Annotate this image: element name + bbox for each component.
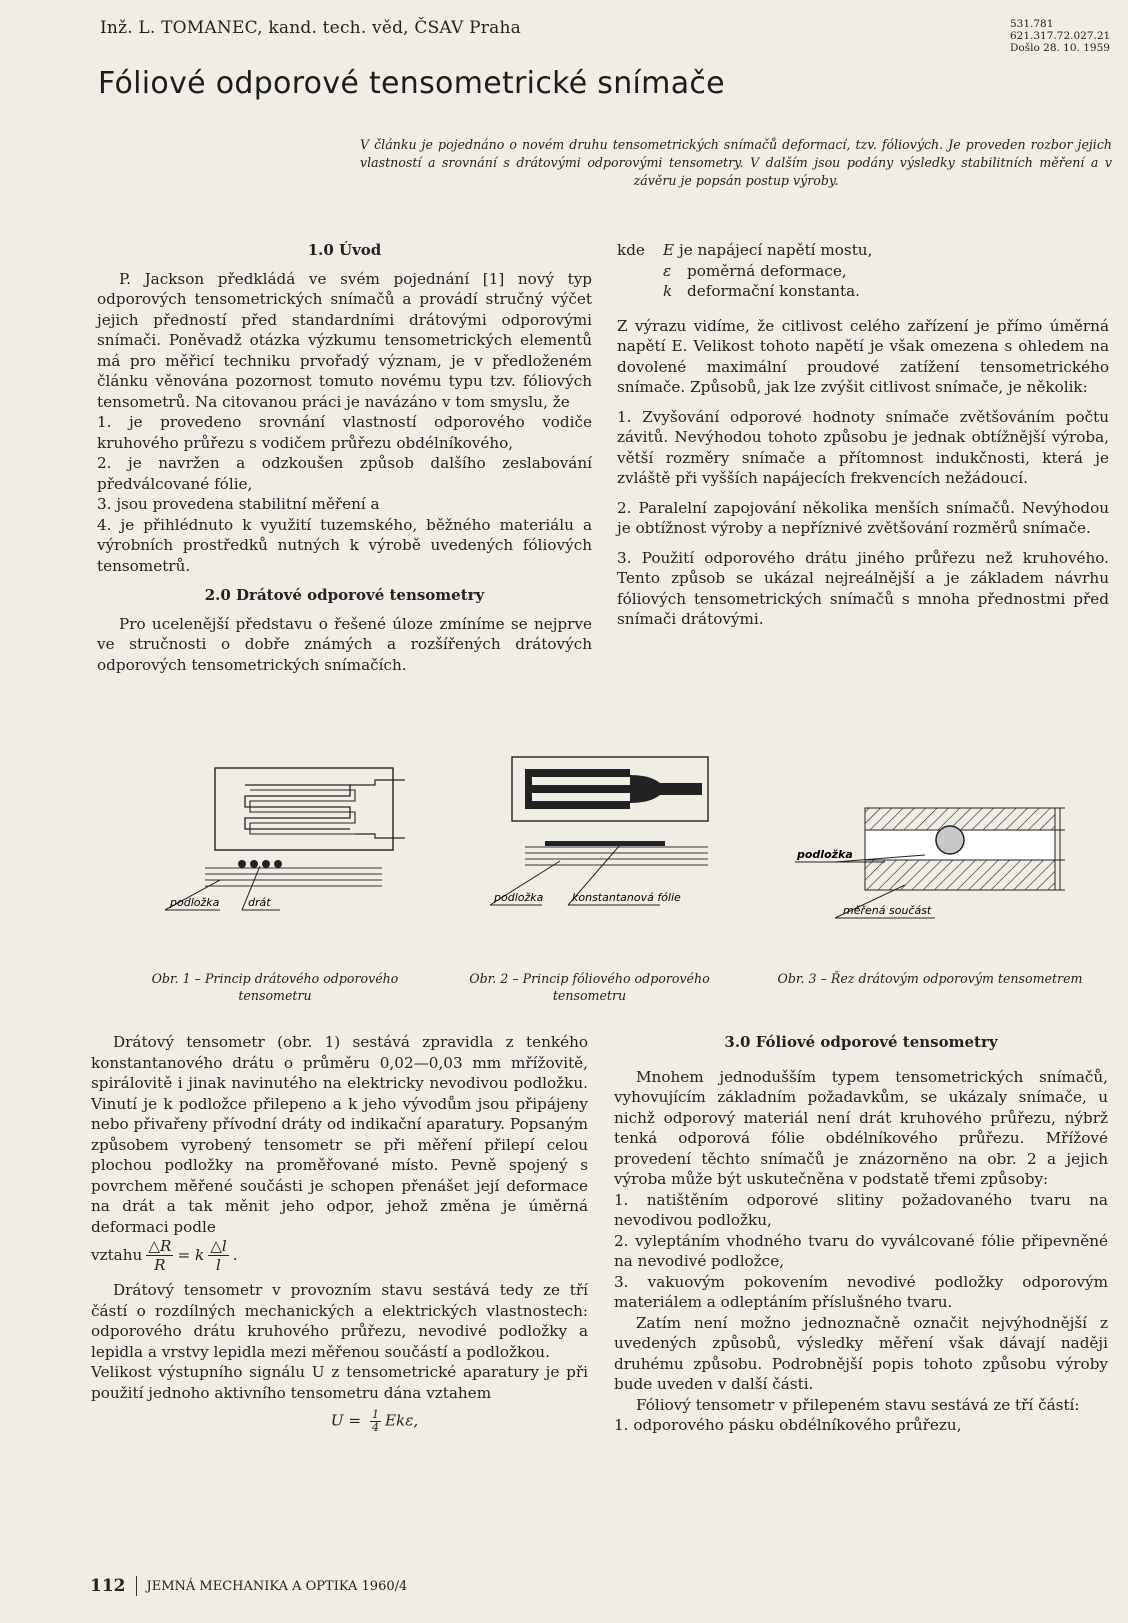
definition-row	[617, 240, 1109, 261]
column-bottom-right	[614, 1032, 1108, 1436]
method-item-2: 2. Paralelní zapojování několika menších snímačů. Nevýhodou je obtížnost výroby a nepříznivé zvětšování rozměrů snímače.	[617, 498, 1109, 537]
section-1-item-1: 1. je provedeno srovnání vlastností odporového vodiče kruhového průřezu s vodičem průřezu obdélníkového,	[97, 413, 592, 452]
udc-code-1: 531.781	[1010, 18, 1054, 30]
foil-gauge-parts-paragraph: Fóliový tensometr v přilepeném stavu sestává ze tří částí:	[636, 1395, 1080, 1414]
figure-2-label-foil: konstantanová fólie	[572, 891, 681, 904]
figure-2-label-base: podložka	[494, 891, 544, 904]
figure-1-label-wire: drát	[248, 896, 271, 909]
footer-divider	[136, 1576, 137, 1596]
formula-lead: vztahu	[91, 1246, 143, 1265]
page-number: 112	[90, 1576, 126, 1596]
section-1-item-3: 3. jsou provedena stabilitní měření a	[97, 495, 380, 513]
column-top-left	[97, 240, 592, 675]
section-2-intro: Pro ucelenější představu o řešené úloze zmíníme se nejprve ve stručnosti o dobře známých a rozšířených drátových odporových tensometrických snímačích.	[97, 614, 592, 674]
production-evaluation-paragraph: Zatím není možno jednoznačně označit nejvýhodnější z uvedených způsobů, výsledky měření však dávají naději druhému způsobu. Podrobnější popis tohoto způsobu výroby bude uveden v další části.	[614, 1313, 1108, 1393]
production-item-2: 2. vyleptáním vhodného tvaru do vyválcované fólie připevněné na nevodivé podložce,	[614, 1231, 1108, 1270]
formula-equals: = k	[177, 1246, 205, 1265]
author-line: Inž. L. TOMANEC, kand. tech. věd, ČSAV Praha	[100, 18, 521, 38]
figure-2-drawing	[470, 755, 720, 945]
sensitivity-paragraph: Z výrazu vidíme, že citlivost celého zařízení je přímo úměrná napětí E. Velikost tohoto napětí je však omezena s ohledem na dovolené maximální proudové zatížení tensometrického snímače. Způsobů, jak lze zvýšit citlivost snímače, je několik:	[617, 316, 1109, 396]
definition-text: je napájecí napětí mostu,	[679, 241, 873, 259]
formula-dr-over-r: $\frac{\triangle R}{R}$	[148, 1237, 172, 1274]
section-1-heading: 1.0 Úvod	[307, 241, 382, 259]
received-date: Došlo 28. 10. 1959	[1010, 42, 1110, 54]
figure-1-caption: Obr. 1 – Princip drátového odporového tensometru	[151, 971, 399, 1003]
page-footer	[90, 1576, 407, 1596]
article-title: Fóliové odporové tensometrické snímače	[98, 66, 725, 101]
section-3-heading: 3.0 Fóliové odporové tensometry	[724, 1033, 998, 1051]
output-signal-paragraph: Velikost výstupního signálu U z tensometrické aparatury je při použití jednoho aktivního tensometru dána vztahem	[91, 1363, 588, 1402]
method-item-3: 3. Použití odporového drátu jiného průřezu než kruhového. Tento způsob se ukázal nejreálnější a je základem návrhu fóliových tensometrických snímačů s mnoha přednostmi před snímači drátovými.	[617, 548, 1109, 628]
section-1-intro: P. Jackson předkládá ve svém pojednání [1] nový typ odporových tensometrických snímačů a provádí stručný výčet jejich předností před standardními drátovými odporovými snímači. Poněvadž otázka výzkumu tensometrických elementů má pro měřicí techniku prvořadý význam, je v předloženém článku věnována pozornost tomuto novému typu tzv. fóliových tensometrů. Na citovanou práci je navázáno v tom smyslu, že	[97, 269, 592, 411]
abstract: V článku je pojednáno o novém druhu tensometrických snímačů deformací, tzv. fóliových. Je proveden rozbor jejich vlastností a srovnání s drátovými odporovými tensometry. V dalším jsou podány výsledky stabilitních měření a v závěru je popsán postup výroby.	[360, 137, 1112, 188]
figure-3-label-base: podložka	[797, 848, 853, 861]
figure-2-caption: Obr. 2 – Princip fóliového odporového tensometru	[469, 971, 710, 1003]
figure-3-label-part: měřená součást	[843, 904, 932, 917]
definition-lead: kde	[617, 241, 645, 259]
definition-text: deformační konstanta.	[687, 282, 861, 300]
wire-gauge-paragraph: Drátový tensometr (obr. 1) sestává zpravidla z tenkého konstantanového drátu o průměru 0,02—0,03 mm mřížovitě, spirálovitě i jinak navinutého na elektricky nevodivou podložku. Vinutí je k podložce přilepeno a k jeho vývodům jsou připájeny nebo přivařeny přívodní dráty od indikační aparatury. Popsaným způsobem vyrobený tensometr se při měření přilepí celou plochou podložky na proměřované místo. Pevně spojený s povrchem měřené součásti je schopen přenášet její deformace na drát a tak měnit jeho odpor, jehož změna je úměrná deformaci podle	[91, 1033, 588, 1236]
strain-formula-row: vztahu $\frac{\triangle R}{R}$ = k $\frac{\triangle l}{l}$ .	[91, 1237, 238, 1274]
definition-text: poměrná deformace,	[687, 261, 847, 280]
definition-symbol: k	[663, 282, 673, 300]
production-item-3: 3. vakuovým pokovením nevodivé podložky odporovým materiálem a odleptáním příslušného tvaru.	[614, 1272, 1108, 1311]
udc-block	[1010, 18, 1110, 54]
figure-1-drawing	[150, 760, 410, 935]
wire-gauge-parts-paragraph: Drátový tensometr v provozním stavu sestává tedy ze tří částí o rozdílných mechanických a elektrických vlastnostech: odporového drátu kruhového průřezu, nevodivé podložky a lepidla a vrstvy lepidla mezi měřenou součástí a podložkou.	[91, 1281, 588, 1361]
definition-symbol: ε	[663, 261, 672, 280]
section-2-heading: 2.0 Drátové odporové tensometry	[204, 586, 485, 604]
output-voltage-formula: U = $\frac{1}{4}$ Ekε,	[330, 1408, 419, 1434]
section-3-intro: Mnohem jednodušším typem tensometrických snímačů, vyhovujícím základním požadavkům, se ukázaly snímače, u nichž odporový materiál není drát kruhového průřezu, nýbrž tenká odporová fólie obdélníkového průřezu. Mřížové provedení těchto snímačů je znázorněno na obr. 2 a jejich výroba může být uskutečněna v podstatě třemi způsoby:	[614, 1067, 1108, 1188]
column-bottom-left	[91, 1032, 588, 1434]
formula-dl-over-l: $\frac{\triangle l}{l}$	[210, 1237, 227, 1274]
figure-3-drawing	[775, 800, 1095, 940]
udc-code-2: 621.317.72.027.21	[1010, 30, 1111, 42]
section-1-item-2: 2. je navržen a odzkoušen způsob dalšího zeslabování předválcované fólie,	[97, 454, 592, 493]
journal-name: JEMNÁ MECHANIKA A OPTIKA 1960/4	[146, 1578, 408, 1594]
figure-1-label-base: podložka	[170, 896, 220, 909]
definition-row	[617, 281, 1109, 302]
foil-part-item-1: 1. odporového pásku obdélníkového průřezu,	[614, 1416, 962, 1434]
figure-3-caption: Obr. 3 – Řez drátovým odporovým tensometrem	[777, 971, 1083, 986]
column-top-right	[617, 240, 1109, 630]
section-1-item-4: 4. je přihlédnuto k využití tuzemského, běžného materiálu a výrobních prostředků nutných k výrobě uvedených fóliových tensometrů.	[97, 515, 592, 575]
definition-row	[617, 261, 1109, 282]
definition-symbol: E	[663, 241, 675, 259]
production-item-1: 1. natištěním odporové slitiny požadovaného tvaru na nevodivou podložku,	[614, 1190, 1108, 1229]
method-item-1: 1. Zvyšování odporové hodnoty snímače zvětšováním počtu závitů. Nevýhodou tohoto způsobu je jednak obtížnější výroba, větší rozměry snímače a přítomnost indukčnosti, která je zvláště při vyšších napájecích frekvencích nežádoucí.	[617, 407, 1109, 487]
